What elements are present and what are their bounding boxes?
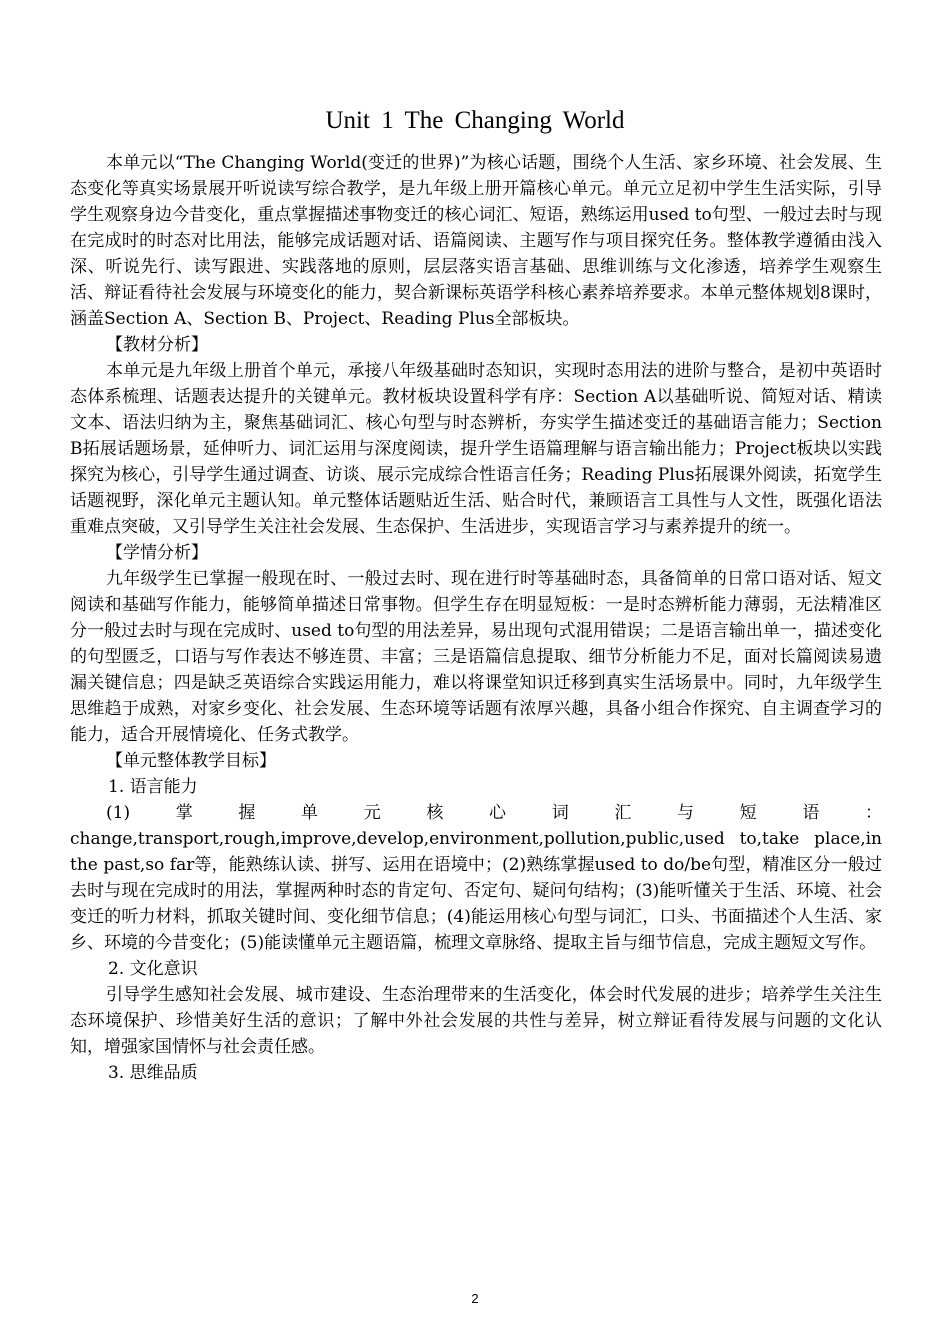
section-heading-student-analysis: 【学情分析】 xyxy=(106,543,208,563)
page-number: 2 xyxy=(471,1291,479,1306)
goal-subheading-culture: 2. 文化意识 xyxy=(108,959,198,979)
page-title: Unit 1 The Changing World xyxy=(325,107,625,134)
goal-subheading-thinking: 3. 思维品质 xyxy=(108,1063,198,1083)
goal-culture-paragraph: 引导学生感知社会发展、城市建设、生态治理带来的生活变化，体会时代发展的进步；培养学生关注生态环境保护、珍惜美好生活的意识；了解中外社会发展的共性与差异，树立辩证看待发展与问题的文化认知，增强家国情怀与社会责任感。 xyxy=(70,985,882,1057)
goal-subheading-language: 1. 语言能力 xyxy=(108,777,198,797)
document-body xyxy=(70,150,882,1086)
student-analysis-paragraph: 九年级学生已掌握一般现在时、一般过去时、现在进行时等基础时态，具备简单的日常口语对话、短文阅读和基础写作能力，能够简单描述日常事物。但学生存在明显短板：一是时态辨析能力薄弱，无法精准区分一般过去时与现在完成时、used to句型的用法差异，易出现句式混用错误；二是语言输出单一，描述变化的句型匮乏，口语与写作表达不够连贯、丰富；三是语篇信息提取、细节分析能力不足，面对长篇阅读易遗漏关键信息；四是缺乏英语综合实践运用能力，难以将课堂知识迁移到真实生活场景中。同时，九年级学生思维趋于成熟，对家乡变化、社会发展、生态环境等话题有浓厚兴趣，具备小组合作探究、自主调查学习的能力，适合开展情境化、任务式教学。 xyxy=(70,569,882,745)
intro-paragraph: 本单元以“The Changing World(变迁的世界)”为核心话题，围绕个人生活、家乡环境、社会发展、生态变化等真实场景展开听说读写综合教学，是九年级上册开篇核心单元。单元立足初中学生生活实际，引导学生观察身边今昔变化，重点掌握描述事物变迁的核心词汇、短语，熟练运用used to句型、一般过去时与现在完成时的时态对比用法，能够完成话题对话、语篇阅读、主题写作与项目探究任务。整体教学遵循由浅入深、听说先行、读写跟进、实践落地的原则，层层落实语言基础、思维训练与文化渗透，培养学生观察生活、辩证看待社会发展与环境变化的能力，契合新课标英语学科核心素养培养要求。本单元整体规划8课时，涵盖Section A、Section B、Project、Reading Plus全部板块。 xyxy=(70,153,882,329)
section-heading-unit-goals: 【单元整体教学目标】 xyxy=(106,751,276,771)
textbook-analysis-paragraph: 本单元是九年级上册首个单元，承接八年级基础时态知识，实现时态用法的进阶与整合，是初中英语时态体系梳理、话题表达提升的关键单元。教材板块设置科学有序：Section A以基础听说、简短对话、精读文本、语法归纳为主，聚焦基础词汇、核心句型与时态辨析，夯实学生描述变迁的基础语言能力；Section B拓展话题场景，延伸听力、词汇运用与深度阅读，提升学生语篇理解与语言输出能力；Project板块以实践探究为核心，引导学生通过调查、访谈、展示完成综合性语言任务；Reading Plus拓展课外阅读，拓宽学生话题视野，深化单元主题认知。单元整体话题贴近生活、贴合时代，兼顾语言工具性与人文性，既强化语法重难点突破，又引导学生关注社会发展、生态保护、生活进步，实现语言学习与素养提升的统一。 xyxy=(70,361,882,537)
section-heading-textbook-analysis: 【教材分析】 xyxy=(106,335,208,355)
goal-language-paragraph: (1)掌握单元核心词汇与短语：change,transport,rough,improve,develop,environment,pollution,public,used to,take place,in the past,so far等，能熟练认读、拼写、运用在语境中；(2)熟练掌握used to do/be句型，精准区分一般过去时与现在完成时的用法，掌握两种时态的肯定句、否定句、疑问句结构；(3)能听懂关于生活、环境、社会变迁的听力材料，抓取关键时间、变化细节信息；(4)能运用核心句型与词汇，口头、书面描述个人生活、家乡、环境的今昔变化；(5)能读懂单元主题语篇，梳理文章脉络、提取主旨与细节信息，完成主题短文写作。 xyxy=(70,803,882,953)
